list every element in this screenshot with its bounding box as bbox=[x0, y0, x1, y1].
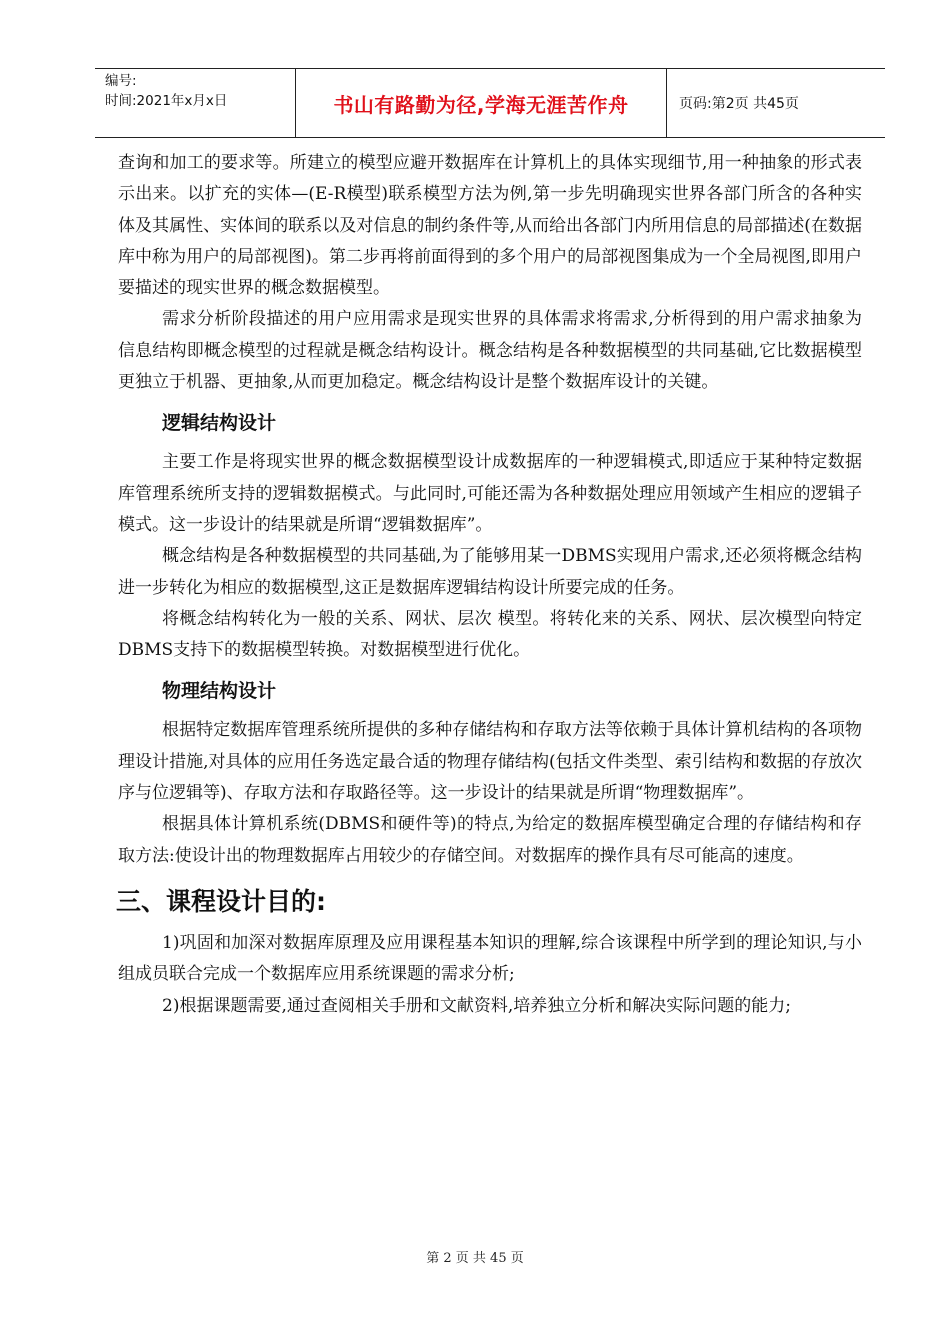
heading-physical-design: 物理结构设计 bbox=[162, 680, 277, 703]
header-page-label: 页码:第2页 共45页 bbox=[679, 96, 799, 112]
header-meta bbox=[95, 69, 295, 137]
document-time-label: 时间:2021年x月x日 bbox=[105, 93, 228, 109]
page-header bbox=[95, 68, 885, 138]
paragraph-conceptual-design: 需求分析阶段描述的用户应用需求是现实世界的具体需求将需求,分析得到的用户需求抽象为信息结构即概念模型的过程就是概念结构设计。概念结构是各种数据模型的共同基础,它比数据模型更独立于机器、更抽象,从而更加稳定。概念结构设计是整个数据库设计的关键。 bbox=[118, 309, 862, 393]
list-item-purpose-1: 1)巩固和加深对数据库原理及应用课程基本知识的理解,综合该课程中所学到的理论知识,与小组成员联合完成一个数据库应用系统课题的需求分析; bbox=[118, 932, 862, 985]
document-number-label: 编号: bbox=[105, 73, 137, 89]
paragraph-physical-storage: 根据具体计算机系统(DBMS和硬件等)的特点,为给定的数据库模型确定合理的存储结构和存取方法:使设计出的物理数据库占用较少的存储空间。对数据库的操作具有尽可能高的速度。 bbox=[118, 814, 862, 866]
paragraph-logical-dbms: 概念结构是各种数据模型的共同基础,为了能够用某一DBMS实现用户需求,还必须将概念结构进一步转化为相应的数据模型,这正是数据库逻辑结构设计所要完成的任务。 bbox=[118, 546, 862, 598]
paragraph-physical-structure: 根据特定数据库管理系统所提供的多种存储结构和存取方法等依赖于具体计算机结构的各项物理设计措施,对具体的应用任务选定最合适的物理存储结构(包括文件类型、索引结构和数据的存放次序与位逻辑等)、存取方法和存取路径等。这一步设计的结果就是所谓“物理数据库”。 bbox=[118, 720, 862, 804]
list-item-purpose-2: 2)根据课题需要,通过查阅相关手册和文献资料,培养独立分析和解决实际问题的能力; bbox=[162, 995, 791, 1016]
header-motto: 书山有路勤为径,学海无涯苦作舟 bbox=[295, 69, 667, 137]
document-body bbox=[118, 148, 862, 1022]
heading-course-design-purpose: 三、课程设计目的: bbox=[116, 886, 326, 916]
heading-logical-design: 逻辑结构设计 bbox=[162, 412, 277, 435]
paragraph-logical-main-work: 主要工作是将现实世界的概念数据模型设计成数据库的一种逻辑模式,即适应于某种特定数据库管理系统所支持的逻辑数据模式。与此同时,可能还需为各种数据处理应用领域产生相应的逻辑子模式。这一步设计的结果就是所谓“逻辑数据库”。 bbox=[118, 452, 862, 535]
paragraph-conceptual-model-continued: 查询和加工的要求等。所建立的模型应避开数据库在计算机上的具体实现细节,用一种抽象的形式表示出来。以扩充的实体—(E-R模型)联系模型方法为例,第一步先明确现实世界各部门所含的各种实体及其属性、实体间的联系以及对信息的制约条件等,从而给出各部门内所用信息的局部描述(在数据库中称为用户的局部视图)。第二步再将前面得到的多个用户的局部视图集成为一个全局视图,即用户要描述的现实世界的概念数据模型。 bbox=[118, 153, 862, 299]
paragraph-logical-conversion: 将概念结构转化为一般的关系、网状、层次 模型。将转化来的关系、网状、层次模型向特定 DBMS支持下的数据模型转换。对数据模型进行优化。 bbox=[118, 608, 862, 661]
page-footer: 第 2 页 共 45 页 bbox=[426, 1251, 524, 1266]
